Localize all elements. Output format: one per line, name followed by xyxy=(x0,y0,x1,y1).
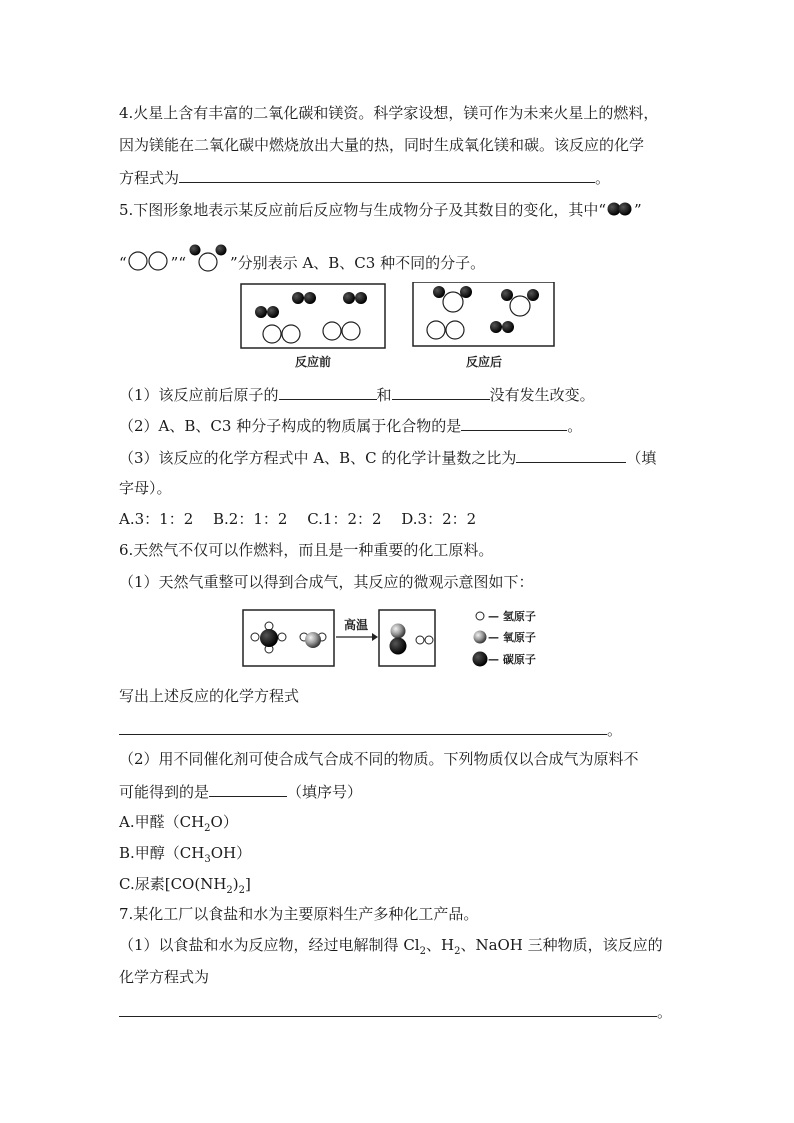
q6-opt-b-text: B.甲醇（CH xyxy=(119,844,205,862)
q6-opt-b-sub: 3 xyxy=(204,854,211,865)
legend-carbon: — 碳原子 xyxy=(488,653,536,666)
arrow-head-icon xyxy=(372,633,378,641)
q7-p1-sub-1: 2 xyxy=(419,946,426,957)
q4-line-1: 4.火星上含有丰富的二氧化碳和镁资。科学家设想，镁可作为未来火星上的燃料， xyxy=(119,104,659,122)
label-before: 反应前 xyxy=(294,355,332,369)
q6-p2-prefix: 可能得到的是 xyxy=(119,783,210,801)
q5-p1-blank-2[interactable] xyxy=(392,383,490,400)
q5-p3-prefix: （3）该反应的化学方程式中 A、B、C 的化学计量数之比为 xyxy=(119,449,517,467)
q6-micro-figure xyxy=(242,604,562,670)
q6-write: 写出上述反应的化学方程式 xyxy=(119,687,300,705)
q6-option-b xyxy=(119,843,251,870)
q5-p2-suffix: 。 xyxy=(567,417,583,435)
q5-p2-prefix: （2）A、B、C3 种分子构成的物质属于化合物的是 xyxy=(119,417,462,435)
q4-period: 。 xyxy=(595,169,611,187)
label-after: 反应后 xyxy=(465,355,503,369)
q7-answer-blank[interactable] xyxy=(119,1000,657,1017)
q7-part-1 xyxy=(119,935,663,962)
molecule-c-icon xyxy=(186,244,230,274)
q6-opt-c-sub-2: 2 xyxy=(238,885,246,896)
q7-part-1-line-2: 化学方程式为 xyxy=(119,968,210,986)
q6-micro-diagram xyxy=(242,604,562,670)
q6-opt-c-mid: ) xyxy=(232,875,239,893)
q7-answer-line xyxy=(119,1000,672,1022)
molecule-b-icon xyxy=(127,250,171,272)
q6-opt-c-sub-1: 2 xyxy=(226,885,233,896)
q6-p2-blank[interactable] xyxy=(209,780,287,797)
q6-period: 。 xyxy=(607,721,623,739)
q5-line-2-open: “ xyxy=(119,254,127,272)
q6-answer-line xyxy=(119,718,622,740)
q5-p2-blank[interactable] xyxy=(461,414,567,431)
hydrogen-legend-icon xyxy=(476,612,484,620)
q6-p2-suffix: （填序号） xyxy=(287,783,363,801)
q5-p1-suffix: 没有发生改变。 xyxy=(489,386,595,404)
q4-answer-blank[interactable] xyxy=(179,166,595,183)
q5-p3-suffix: （填 xyxy=(626,449,657,467)
q5-line-2-mid: ”“ xyxy=(170,254,187,272)
q6-opt-c-end: ] xyxy=(245,875,251,893)
q6-opt-a-end: O） xyxy=(210,813,238,831)
q7-p1-b: 、H xyxy=(425,936,455,954)
oxygen-legend-icon xyxy=(474,631,487,644)
q5-part-2 xyxy=(119,414,582,436)
q5-p1-and: 和 xyxy=(376,386,392,404)
q4-line-2: 因为镁能在二氧化碳中燃烧放出大量的热，同时生成氧化镁和碳。该反应的化学 xyxy=(119,136,645,154)
q5-line-1-suffix: ” xyxy=(633,201,642,219)
q6-part-2-line-2 xyxy=(119,780,362,802)
q5-line-2 xyxy=(119,244,485,274)
q7-line-1: 7.某化工厂以食盐和水为主要原料生产多种化工产品。 xyxy=(119,905,479,923)
q6-line-1: 6.天然气不仅可以作燃料，而且是一种重要的化工原料。 xyxy=(119,541,494,559)
q4-line-3-prefix: 方程式为 xyxy=(119,169,180,187)
q5-reaction-diagram xyxy=(240,282,560,374)
q5-part-1 xyxy=(119,383,595,405)
q6-option-c xyxy=(119,874,251,901)
q5-line-1-prefix: 5.下图形象地表示某反应前后反应物与生成物分子及其数目的变化，其中“ xyxy=(119,201,606,219)
q6-part-2-line-1: （2）用不同催化剂可使合成气合成不同的物质。下列物质仅以合成气为原料不 xyxy=(119,750,639,768)
q6-option-a xyxy=(119,812,238,839)
q5-p3-blank[interactable] xyxy=(516,446,626,463)
q6-opt-b-end: OH） xyxy=(210,844,252,862)
q6-opt-a-sub: 2 xyxy=(204,823,211,834)
legend-oxygen: — 氧原子 xyxy=(488,631,536,644)
q4-line-3 xyxy=(119,166,610,188)
legend-hydrogen: — 氢原子 xyxy=(488,610,536,623)
q5-p1-prefix: （1）该反应前后原子的 xyxy=(119,386,279,404)
q7-p1-a: （1）以食盐和水为反应物，经过电解制得 Cl xyxy=(119,936,420,954)
q6-answer-blank[interactable] xyxy=(119,718,607,735)
q6-opt-c-text: C.尿素[CO(NH xyxy=(119,875,227,893)
q5-p1-blank-1[interactable] xyxy=(279,383,377,400)
q7-p1-sub-2: 2 xyxy=(454,946,461,957)
q5-part-3 xyxy=(119,446,656,468)
q5-line-2-suffix: ”分别表示 A、B、C3 种不同的分子。 xyxy=(230,254,486,272)
q6-opt-a-text: A.甲醛（CH xyxy=(119,813,205,831)
carbon-legend-icon xyxy=(473,652,488,667)
q5-options: A.3：1：2 B.2：1：2 C.1：2：2 D.3：2：2 xyxy=(119,510,477,528)
q7-period: 。 xyxy=(657,1003,673,1021)
q7-p1-c: 、NaOH 三种物质，该反应的 xyxy=(460,936,663,954)
molecule-a-icon xyxy=(606,201,634,217)
arrow-label: 高温 xyxy=(343,618,369,632)
q5-reaction-figure xyxy=(240,282,560,374)
q5-line-1 xyxy=(119,200,642,220)
q6-part-1: （1）天然气重整可以得到合成气，其反应的微观示意图如下： xyxy=(119,573,534,591)
q5-part-3-line-2: 字母）。 xyxy=(119,479,172,497)
